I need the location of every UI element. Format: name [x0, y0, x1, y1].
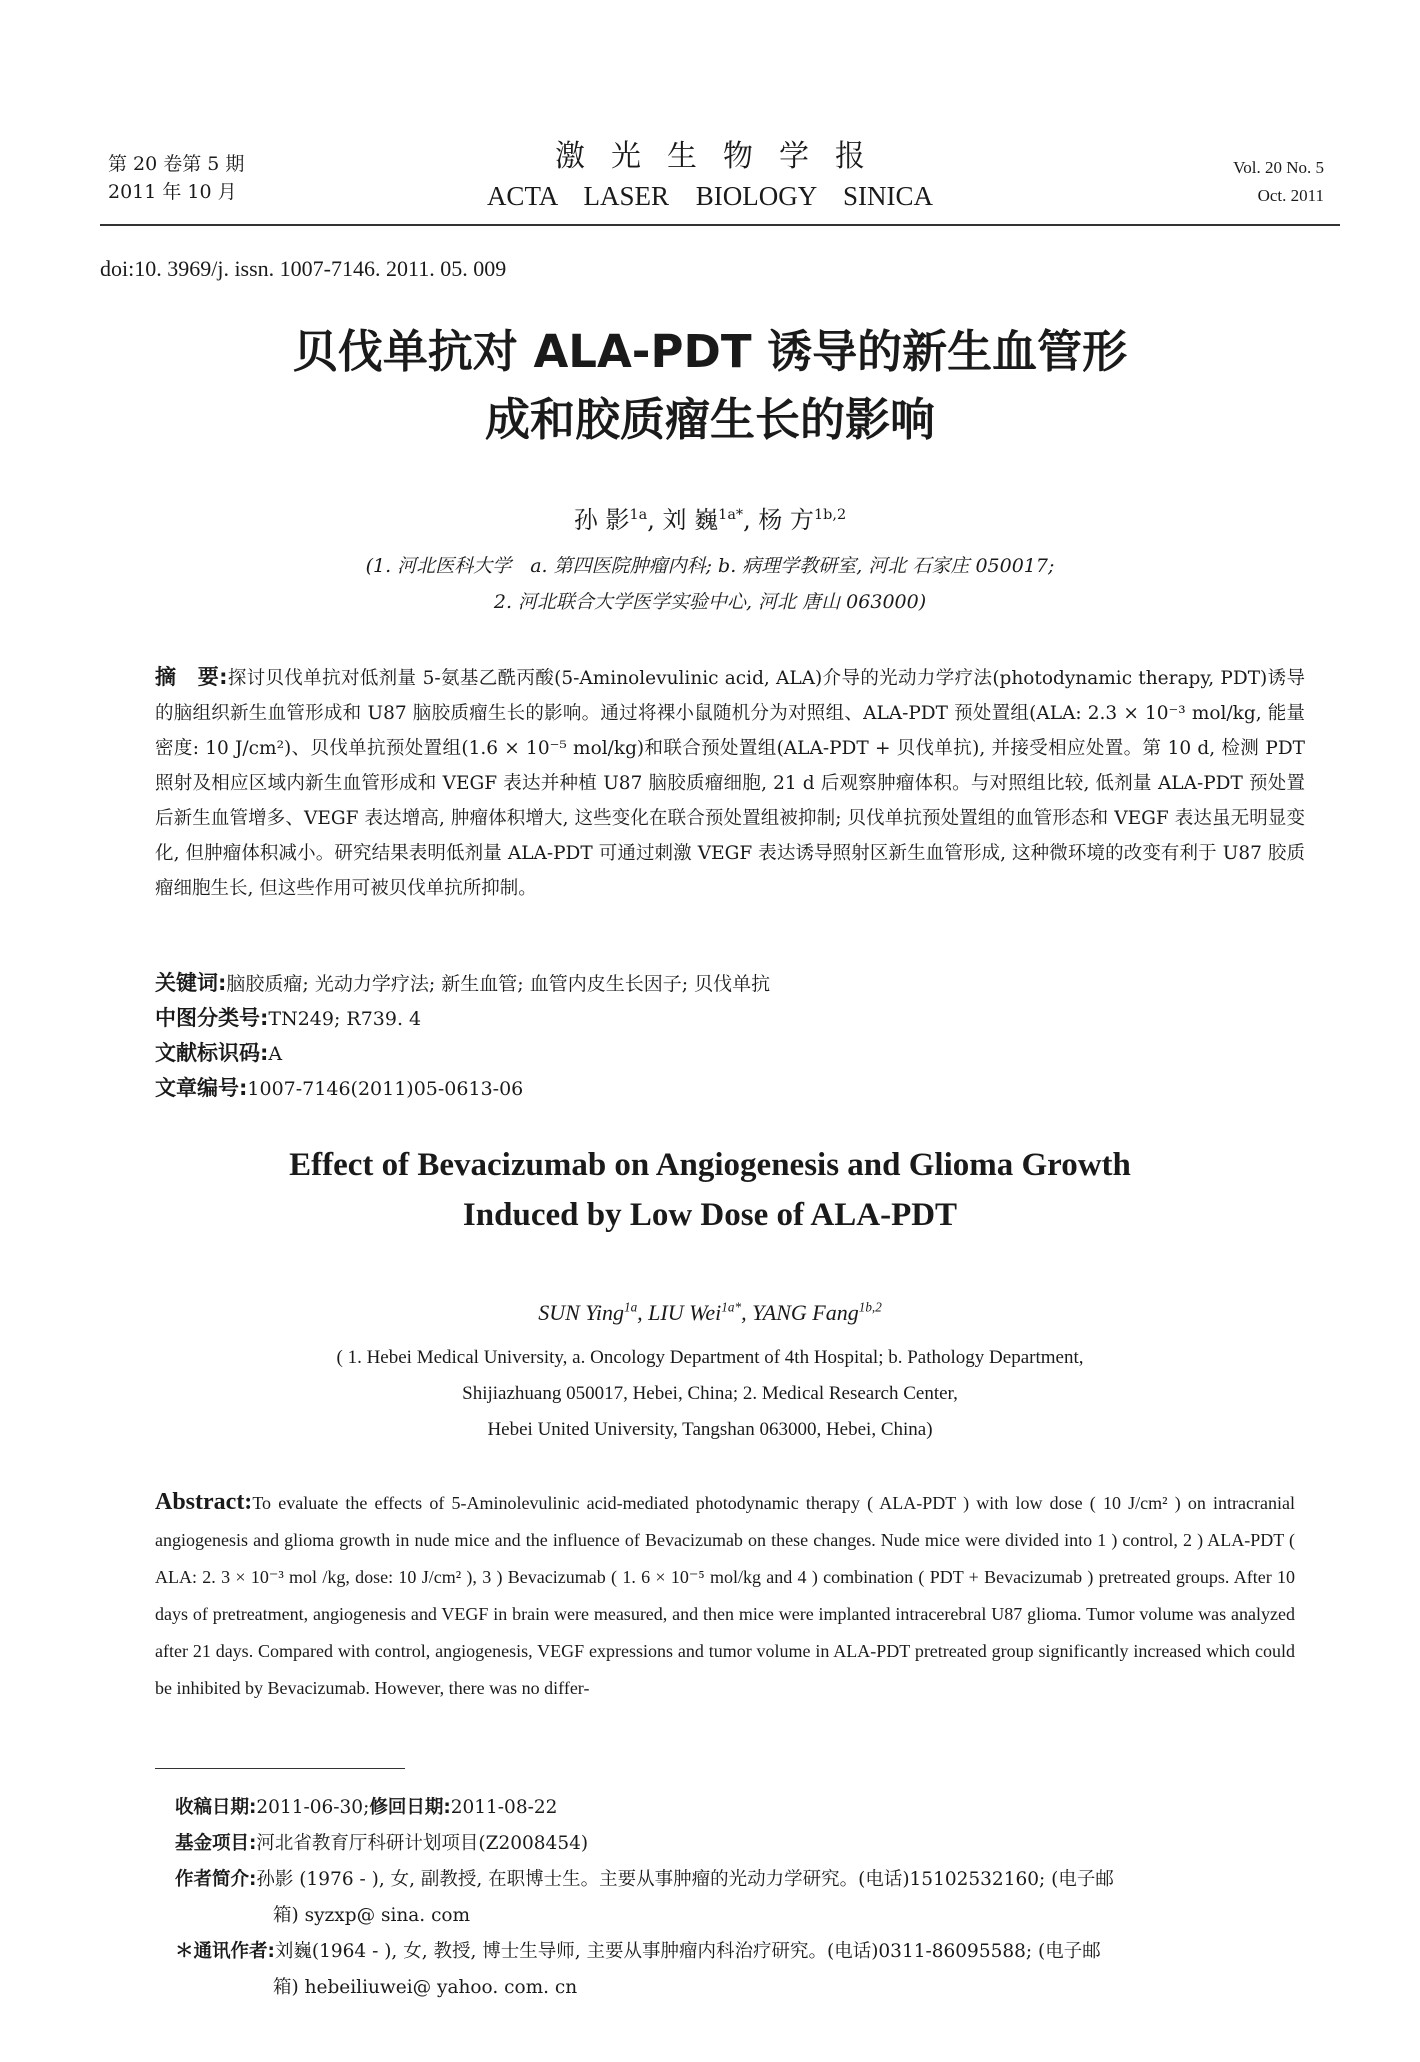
affiliation-en-line-2: Shijiazhuang 050017, Hebei, China; 2. Medical Research Center, [462, 1383, 958, 1404]
doc-code-label: 文献标识码: [155, 1041, 269, 1065]
footnote-divider [155, 1768, 405, 1769]
keywords-cn [155, 966, 1305, 1001]
authors-en: SUN Ying$^{1a}$, LIU Wei$^{1a*}$, YANG Fang$^{1b,2}$ [538, 1299, 882, 1325]
bio-line-2: 箱) syzxp@ sina. com [273, 1905, 471, 1926]
revised-date: 2011-08-22 [450, 1797, 558, 1818]
author-cn-2-sup: 1a* [718, 507, 744, 523]
title-cn [0, 318, 1420, 454]
author-cn-3-sup: 1b,2 [814, 507, 847, 523]
volume-cn: 第 20 卷第 5 期 [108, 153, 245, 175]
clc-text: TN249; R739. 4 [268, 1008, 422, 1030]
author-en-1-sup: 1a [623, 1299, 638, 1315]
doi: doi:10. 3969/j. issn. 1007-7146. 2011. 05. 009 [100, 256, 507, 281]
affiliation-en-line-3: Hebei United University, Tangshan 063000, Hebei, China) [487, 1419, 933, 1440]
author-en-2-sup: 1a* [721, 1299, 742, 1315]
header-right [1233, 154, 1324, 210]
fund-text: 河北省教育厅科研计划项目(Z2008454) [256, 1833, 589, 1854]
abstract-en [155, 1484, 1295, 1707]
corr-line-2: 箱) hebeiliuwei@ yahoo. com. cn [273, 1977, 578, 1998]
fund-label: 基金项目: [175, 1833, 257, 1854]
footnote-corresponding [175, 1934, 1325, 1970]
keywords-cn-label: 关键词: [155, 971, 227, 995]
revised-label: 修回日期: [369, 1797, 451, 1818]
author-cn-1: 孙 影 [573, 506, 630, 534]
author-cn-2: 刘 巍 [662, 506, 719, 534]
keywords-cn-text: 脑胶质瘤; 光动力学疗法; 新生血管; 血管内皮生长因子; 贝伐单抗 [226, 973, 771, 995]
document-code [155, 1036, 1305, 1071]
journal-name-cn: 激光生物学报 [555, 139, 891, 174]
article-metadata-cn [155, 966, 1305, 1106]
date-cn: 2011 年 10 月 [108, 181, 237, 203]
footnotes [175, 1790, 1325, 2006]
bio-line-1: 孙影 (1976 - ), 女, 副教授, 在职博士生。主要从事肿瘤的光动力学研究。(电话)15102532160; (电子邮 [256, 1869, 1114, 1890]
corr-line-1: 刘巍(1964 - ), 女, 教授, 博士生导师, 主要从事肿瘤内科治疗研究。(电话)0311-86095588; (电子邮 [274, 1941, 1101, 1962]
abstract-cn-label: 摘 要: [155, 665, 228, 689]
date-en: Oct. 2011 [1257, 186, 1324, 205]
title-cn-line-2: 成和胶质瘤生长的影响 [484, 393, 935, 446]
corr-label: ＊通讯作者: [175, 1941, 275, 1962]
title-en-line-2: Induced by Low Dose of ALA-PDT [462, 1197, 958, 1233]
doc-code-text: A [268, 1043, 283, 1065]
title-cn-line-1: 贝伐单抗对 ALA-PDT 诱导的新生血管形 [292, 325, 1128, 378]
received-label: 收稿日期: [175, 1797, 257, 1818]
received-date: 2011-06-30; [256, 1797, 370, 1818]
volume-en: Vol. 20 No. 5 [1233, 158, 1324, 177]
journal-name [0, 136, 1420, 214]
abstract-cn [155, 660, 1305, 906]
affiliation-cn-line-1: (1. 河北医科大学 a. 第四医院肿瘤内科; b. 病理学教研室, 河北 石家庄 050017; [365, 555, 1055, 577]
affiliation-cn [0, 548, 1420, 620]
article-no-label: 文章编号: [155, 1076, 248, 1100]
author-en-3-sup: 1b,2 [858, 1299, 882, 1315]
affiliation-en [0, 1340, 1420, 1448]
abstract-en-text: To evaluate the effects of 5-Aminolevulinic acid-mediated photodynamic therapy ( ALA-PDT ) with low dose ( 10 J/cm² ) on intracranial angiogenesis and glioma growth in nude mice and the influence of Bevacizumab on these changes. Nude mice were divided into 1 ) control, 2 ) ALA-PDT ( ALA: 2. 3 × 10⁻³ mol /kg, dose: 10 J/cm² ), 3 ) Bevacizumab ( 1. 6 × 10⁻⁵ mol/kg and 4 ) combination ( PDT + Bevacizumab ) pretreated groups. After 10 days of pretreatment, angiogenesis and VEGF in brain were measured, and then mice were implanted intracerebral U87 glioma. Tumor volume was analyzed after 21 days. Compared with control, angiogenesis, VEGF expressions and tumor volume in ALA-PDT pretreated group significantly increased which could be inhibited by Bevacizumab. However, there was no differ- [155, 1493, 1295, 1698]
footnote-author-bio [175, 1862, 1325, 1898]
article-number [155, 1071, 1305, 1106]
affiliation-cn-line-2: 2. 河北联合大学医学实验中心, 河北 唐山 063000) [493, 591, 927, 613]
bio-label: 作者简介: [175, 1869, 257, 1890]
authors-cn: 孙 影$^{1a}$, 刘 巍$^{1a*}$, 杨 方$^{1b,2}$ [573, 506, 847, 534]
author-en-1: SUN Ying [538, 1300, 624, 1325]
header-divider [100, 224, 1340, 226]
article-no-text: 1007-7146(2011)05-0613-06 [247, 1078, 524, 1100]
abstract-en-label: Abstract: [155, 1489, 253, 1515]
clc-label: 中图分类号: [155, 1006, 269, 1030]
footnote-fund [175, 1826, 1325, 1862]
author-cn-1-sup: 1a [629, 507, 648, 523]
journal-name-en: ACTA LASER BIOLOGY SINICA [486, 181, 934, 211]
abstract-cn-text: 探讨贝伐单抗对低剂量 5-氨基乙酰丙酸(5-Aminolevulinic acid, ALA)介导的光动力学疗法(photodynamic therapy, PDT)诱导的脑组织新生血管形成和 U87 脑胶质瘤生长的影响。通过将裸小鼠随机分为对照组、ALA-PDT 预处置组(ALA: 2.3 × 10⁻³ mol/kg, 能量密度: 10 J/cm²)、贝伐单抗预处置组(1.6 × 10⁻⁵ mol/kg)和联合预处置组(ALA-PDT + 贝伐单抗), 并接受相应处置。第 10 d, 检测 PDT 照射及相应区域内新生血管形成和 VEGF 表达并种植 U87 脑胶质瘤细胞, 21 d 后观察肿瘤体积。与对照组比较, 低剂量 ALA-PDT 预处置后新生血管增多、VEGF 表达增高, 肿瘤体积增大, 这些变化在联合预处置组被抑制; 贝伐单抗预处置组的血管形态和 VEGF 表达虽无明显变化, 但肿瘤体积减小。研究结果表明低剂量 ALA-PDT 可通过刺激 VEGF 表达诱导照射区新生血管形成, 这种微环境的改变有利于 U87 胶质瘤细胞生长, 但这些作用可被贝伐单抗所抑制。 [155, 668, 1305, 899]
clc-number [155, 1001, 1305, 1036]
footnote-dates [175, 1790, 1325, 1826]
author-en-3: YANG Fang [752, 1300, 859, 1325]
author-cn-3: 杨 方 [758, 506, 815, 534]
title-en-line-1: Effect of Bevacizumab on Angiogenesis and Glioma Growth [289, 1147, 1131, 1183]
affiliation-en-line-1: ( 1. Hebei Medical University, a. Oncology Department of 4th Hospital; b. Pathology Department, [336, 1347, 1084, 1368]
title-en [0, 1140, 1420, 1240]
author-en-2: LIU Wei [648, 1300, 722, 1325]
